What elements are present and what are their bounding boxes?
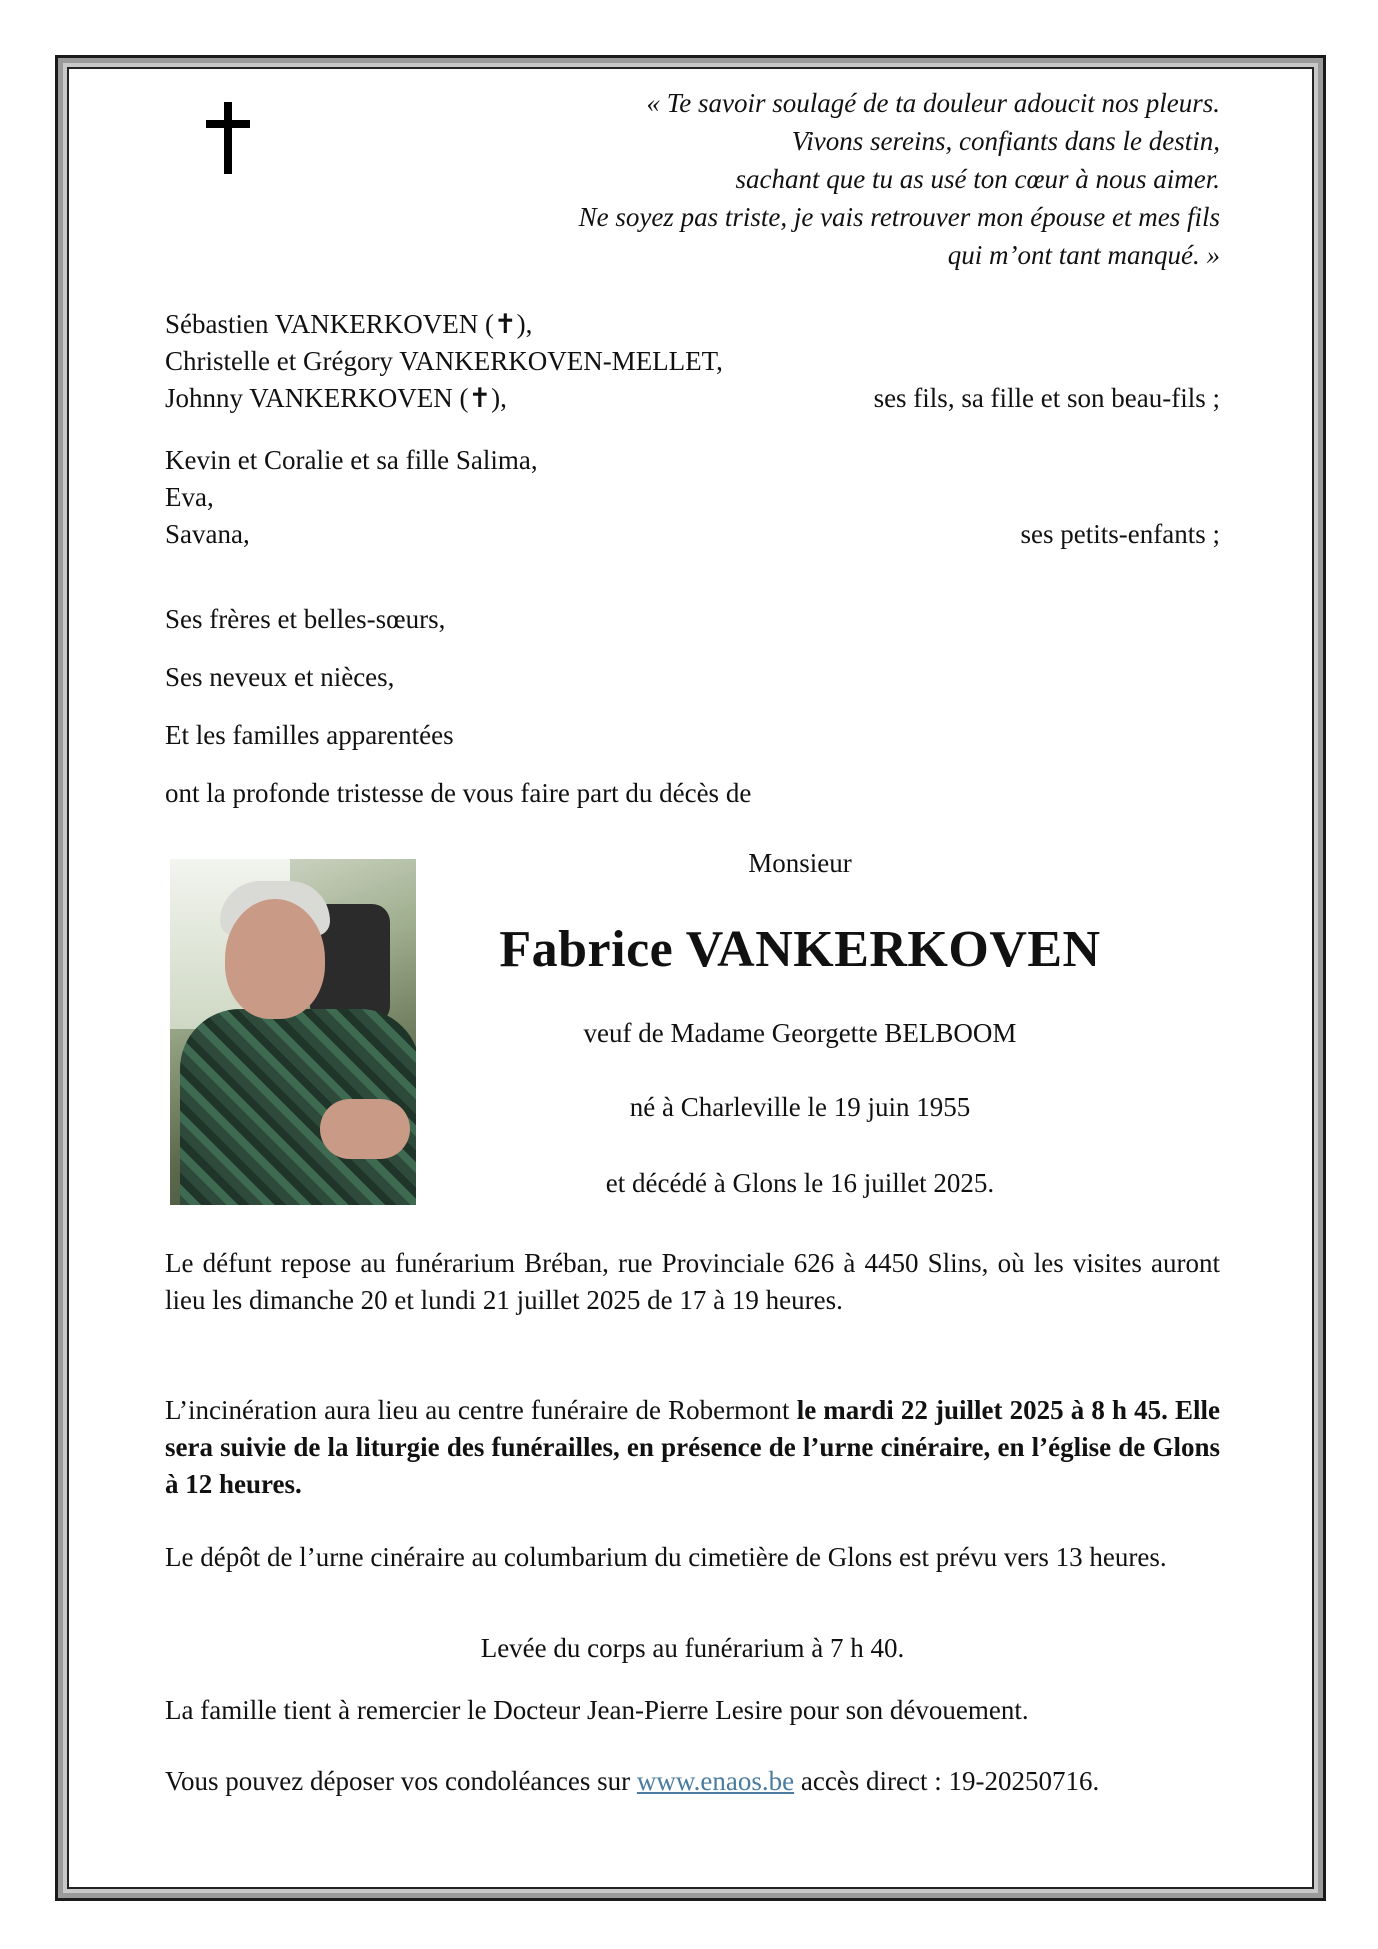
family-line: Kevin et Coralie et sa fille Salima, xyxy=(165,445,538,475)
family-line: Christelle et Grégory VANKERKOVEN-MELLET, xyxy=(165,346,723,376)
epitaph-quote xyxy=(320,84,1220,274)
condolences-access: accès direct : 19-20250716. xyxy=(794,1766,1100,1796)
condolences-paragraph xyxy=(165,1763,1220,1800)
quote-line: sachant que tu as usé ton cœur à nous aimer. xyxy=(735,164,1220,194)
condolences-intro: Vous pouvez déposer vos condoléances sur xyxy=(165,1766,637,1796)
family-line: Savana, xyxy=(165,519,250,549)
condolences-link[interactable]: www.enaos.be xyxy=(636,1766,795,1796)
quote-line: qui m’ont tant manqué. » xyxy=(947,240,1220,270)
quote-line: « Te savoir soulagé de ta douleur adoucit nos pleurs. xyxy=(646,88,1220,118)
family-line: Et les familles apparentées xyxy=(165,720,454,750)
civility: Monsieur xyxy=(748,848,852,878)
children-list xyxy=(165,306,1220,417)
cremation-paragraph xyxy=(165,1392,1220,1503)
thanks-paragraph: La famille tient à remercier le Docteur Jean-Pierre Lesire pour son dévouement. xyxy=(165,1695,1029,1725)
levee-paragraph: Levée du corps au funérarium à 7 h 40. xyxy=(480,1633,905,1663)
family-line: Sébastien VANKERKOVEN (✝), xyxy=(165,309,533,339)
cremation-details: le mardi 22 juillet 2025 à 8 h 45. Elle sera suivie de la liturgie des funérailles, en présence de l’urne cinéraire, en l’église de Glons à 12 heures. xyxy=(165,1395,1220,1499)
announcement-line: ont la profonde tristesse de vous faire part du décès de xyxy=(165,778,752,808)
cremation-intro: L’incinération aura lieu au centre funéraire de Robermont xyxy=(165,1395,797,1425)
quote-line: Vivons sereins, confiants dans le destin, xyxy=(791,126,1220,156)
deceased-name: Fabrice VANKERKOVEN xyxy=(499,921,1101,978)
family-line: Eva, xyxy=(165,482,214,512)
relation-label: ses fils, sa fille et son beau-fils ; xyxy=(873,383,1220,413)
deceased-photo xyxy=(170,859,416,1205)
relation-label: ses petits-enfants ; xyxy=(1020,519,1220,549)
cross-icon xyxy=(206,102,250,174)
visits-paragraph: Le défunt repose au funérarium Bréban, rue Provinciale 626 à 4450 Slins, où les visites auront lieu les dimanche 20 et lundi 21 juillet 2025 de 17 à 19 heures. xyxy=(165,1248,1220,1315)
birth-info: né à Charleville le 19 juin 1955 xyxy=(629,1092,971,1122)
family-line: Ses frères et belles-sœurs, xyxy=(165,604,446,634)
urn-paragraph: Le dépôt de l’urne cinéraire au columbarium du cimetière de Glons est prévu vers 13 heures. xyxy=(165,1542,1167,1572)
other-relatives xyxy=(165,590,1220,822)
widow-of: veuf de Madame Georgette BELBOOM xyxy=(583,1018,1017,1048)
grandchildren-list xyxy=(165,442,1220,553)
quote-line: Ne soyez pas triste, je vais retrouver mon épouse et mes fils xyxy=(578,202,1220,232)
family-line: Johnny VANKERKOVEN (✝), xyxy=(165,383,507,413)
death-info: et décédé à Glons le 16 juillet 2025. xyxy=(605,1168,995,1198)
family-line: Ses neveux et nièces, xyxy=(165,662,395,692)
